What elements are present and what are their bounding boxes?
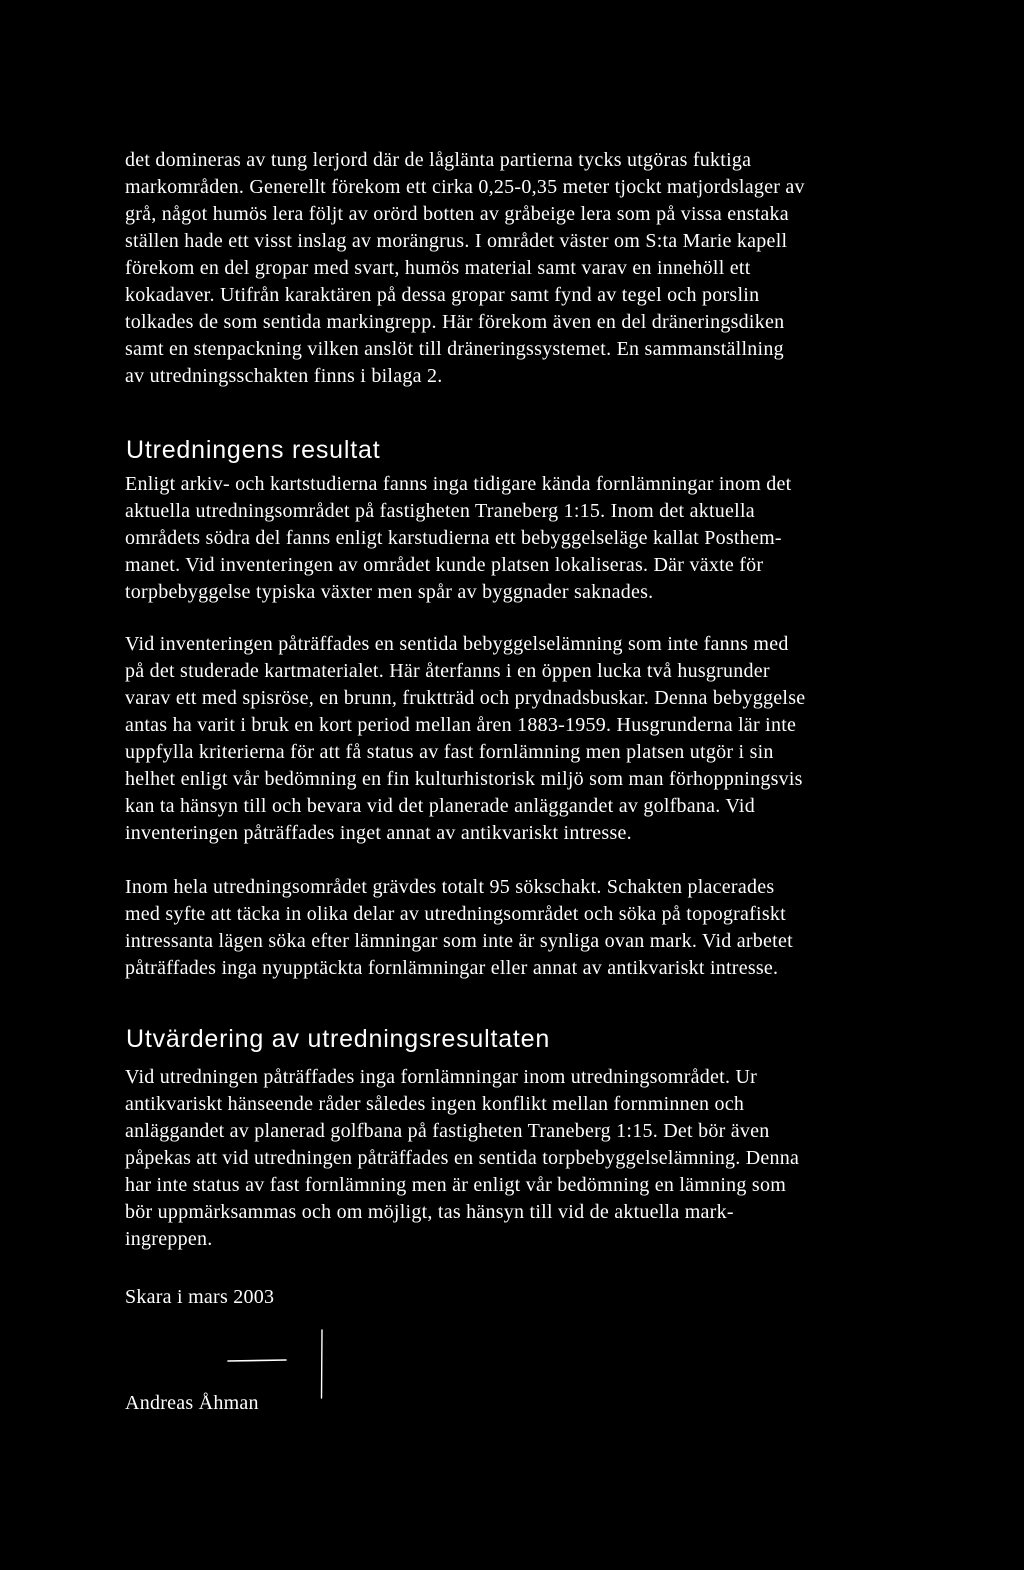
paragraph-line: Vid inventeringen påträffades en sentida bebyggelselämning som inte fanns med [125, 633, 789, 655]
results-paragraph-test-trenches [125, 874, 793, 982]
paragraph-line: manet. Vid inventeringen av området kunde platsen lokaliseras. Där växte för [125, 554, 764, 576]
paragraph-line: bör uppmärksammas och om möjligt, tas hänsyn till vid de aktuella mark- [125, 1201, 734, 1223]
results-paragraph-archive-study [125, 471, 791, 606]
paragraph-line: av utredningsschakten finns i bilaga 2. [125, 365, 443, 387]
intro-paragraph [125, 147, 805, 390]
paragraph-line: områdets södra del fanns enligt karstudierna ett bebyggelseläge kallat Posthem- [125, 527, 782, 549]
paragraph-line: kokadaver. Utifrån karaktären på dessa gropar samt fynd av tegel och porslin [125, 284, 760, 306]
paragraph-line: varav ett med spisröse, en brunn, fruktträd och prydnadsbuskar. Denna bebyggelse [125, 687, 806, 709]
paragraph-line: aktuella utredningsområdet på fastigheten Traneberg 1:15. Inom det aktuella [125, 500, 755, 522]
paragraph-line: ingreppen. [125, 1228, 213, 1250]
paragraph-line: antikvariskt hänseende råder således ingen konflikt mellan fornminnen och [125, 1093, 745, 1115]
section-heading-results: Utredningens resultat [126, 436, 381, 464]
paragraph-line: ställen hade ett visst inslag av morängrus. I området väster om S:ta Marie kapell [125, 230, 788, 252]
paragraph-line: med syfte att täcka in olika delar av utredningsområdet och söka på topografiskt [125, 903, 786, 925]
results-paragraph-inventory [125, 631, 805, 847]
paragraph-line: anläggandet av planerad golfbana på fastigheten Traneberg 1:15. Det bör även [125, 1120, 770, 1142]
paragraph-line: förekom en del gropar med svart, humös material samt varav en innehöll ett [125, 257, 751, 279]
paragraph-line: helhet enligt vår bedömning en fin kulturhistorisk miljö som man förhoppningsvis [125, 768, 803, 790]
paragraph-line: Inom hela utredningsområdet grävdes totalt 95 sökschakt. Schakten placerades [125, 876, 775, 898]
paragraph-line: påträffades inga nyupptäckta fornlämningar eller annat av antikvariskt intresse. [125, 957, 779, 979]
paragraph-line: kan ta hänsyn till och bevara vid det planerade anläggandet av golfbana. Vid [125, 795, 755, 817]
paragraph-line: samt en stenpackning vilken anslöt till dräneringssystemet. En sammanställning [125, 338, 784, 360]
paragraph-line: inventeringen påträffades inget annat av antikvariskt intresse. [125, 822, 632, 844]
paragraph-line: Vid utredningen påträffades inga fornlämningar inom utredningsområdet. Ur [125, 1066, 758, 1088]
paragraph-line: intressanta lägen söka efter lämningar som inte är synliga ovan mark. Vid arbetet [125, 930, 793, 952]
signature-stroke [322, 1330, 323, 1398]
signature-stroke [228, 1360, 286, 1361]
paragraph-line: torpbebyggelse typiska växter men spår av byggnader saknades. [125, 581, 654, 603]
paragraph-line: det domineras av tung lerjord där de låglänta partierna tycks utgöras fuktiga [125, 149, 752, 171]
paragraph-line: Enligt arkiv- och kartstudierna fanns inga tidigare kända fornlämningar inom det [125, 473, 792, 495]
paragraph-line: antas ha varit i bruk en kort period mellan åren 1883-1959. Husgrunderna lär inte [125, 714, 797, 736]
paragraph-line: uppfylla kriterierna för att få status av fast fornlämning men platsen utgör i sin [125, 741, 774, 763]
paragraph-line: har inte status av fast fornlämning men är enligt vår bedömning en lämning som [125, 1174, 787, 1196]
place-and-date: Skara i mars 2003 [125, 1286, 275, 1308]
section-heading-evaluation: Utvärdering av utredningsresultaten [126, 1025, 551, 1053]
paragraph-line: markområden. Generellt förekom ett cirka 0,25-0,35 meter tjockt matjordslager av [125, 176, 805, 198]
paragraph-line: påpekas att vid utredningen påträffades en sentida torpbebyggelselämning. Denna [125, 1147, 800, 1169]
paragraph-line: tolkades de som sentida markingrepp. Här förekom även en del dräneringsdiken [125, 311, 785, 333]
evaluation-paragraph [125, 1064, 799, 1253]
paragraph-line: grå, något humös lera följt av orörd botten av gråbeige lera som på vissa enstaka [125, 203, 789, 225]
paragraph-line: på det studerade kartmaterialet. Här återfanns i en öppen lucka två husgrunder [125, 660, 770, 682]
signatory-name: Andreas Åhman [125, 1392, 259, 1414]
